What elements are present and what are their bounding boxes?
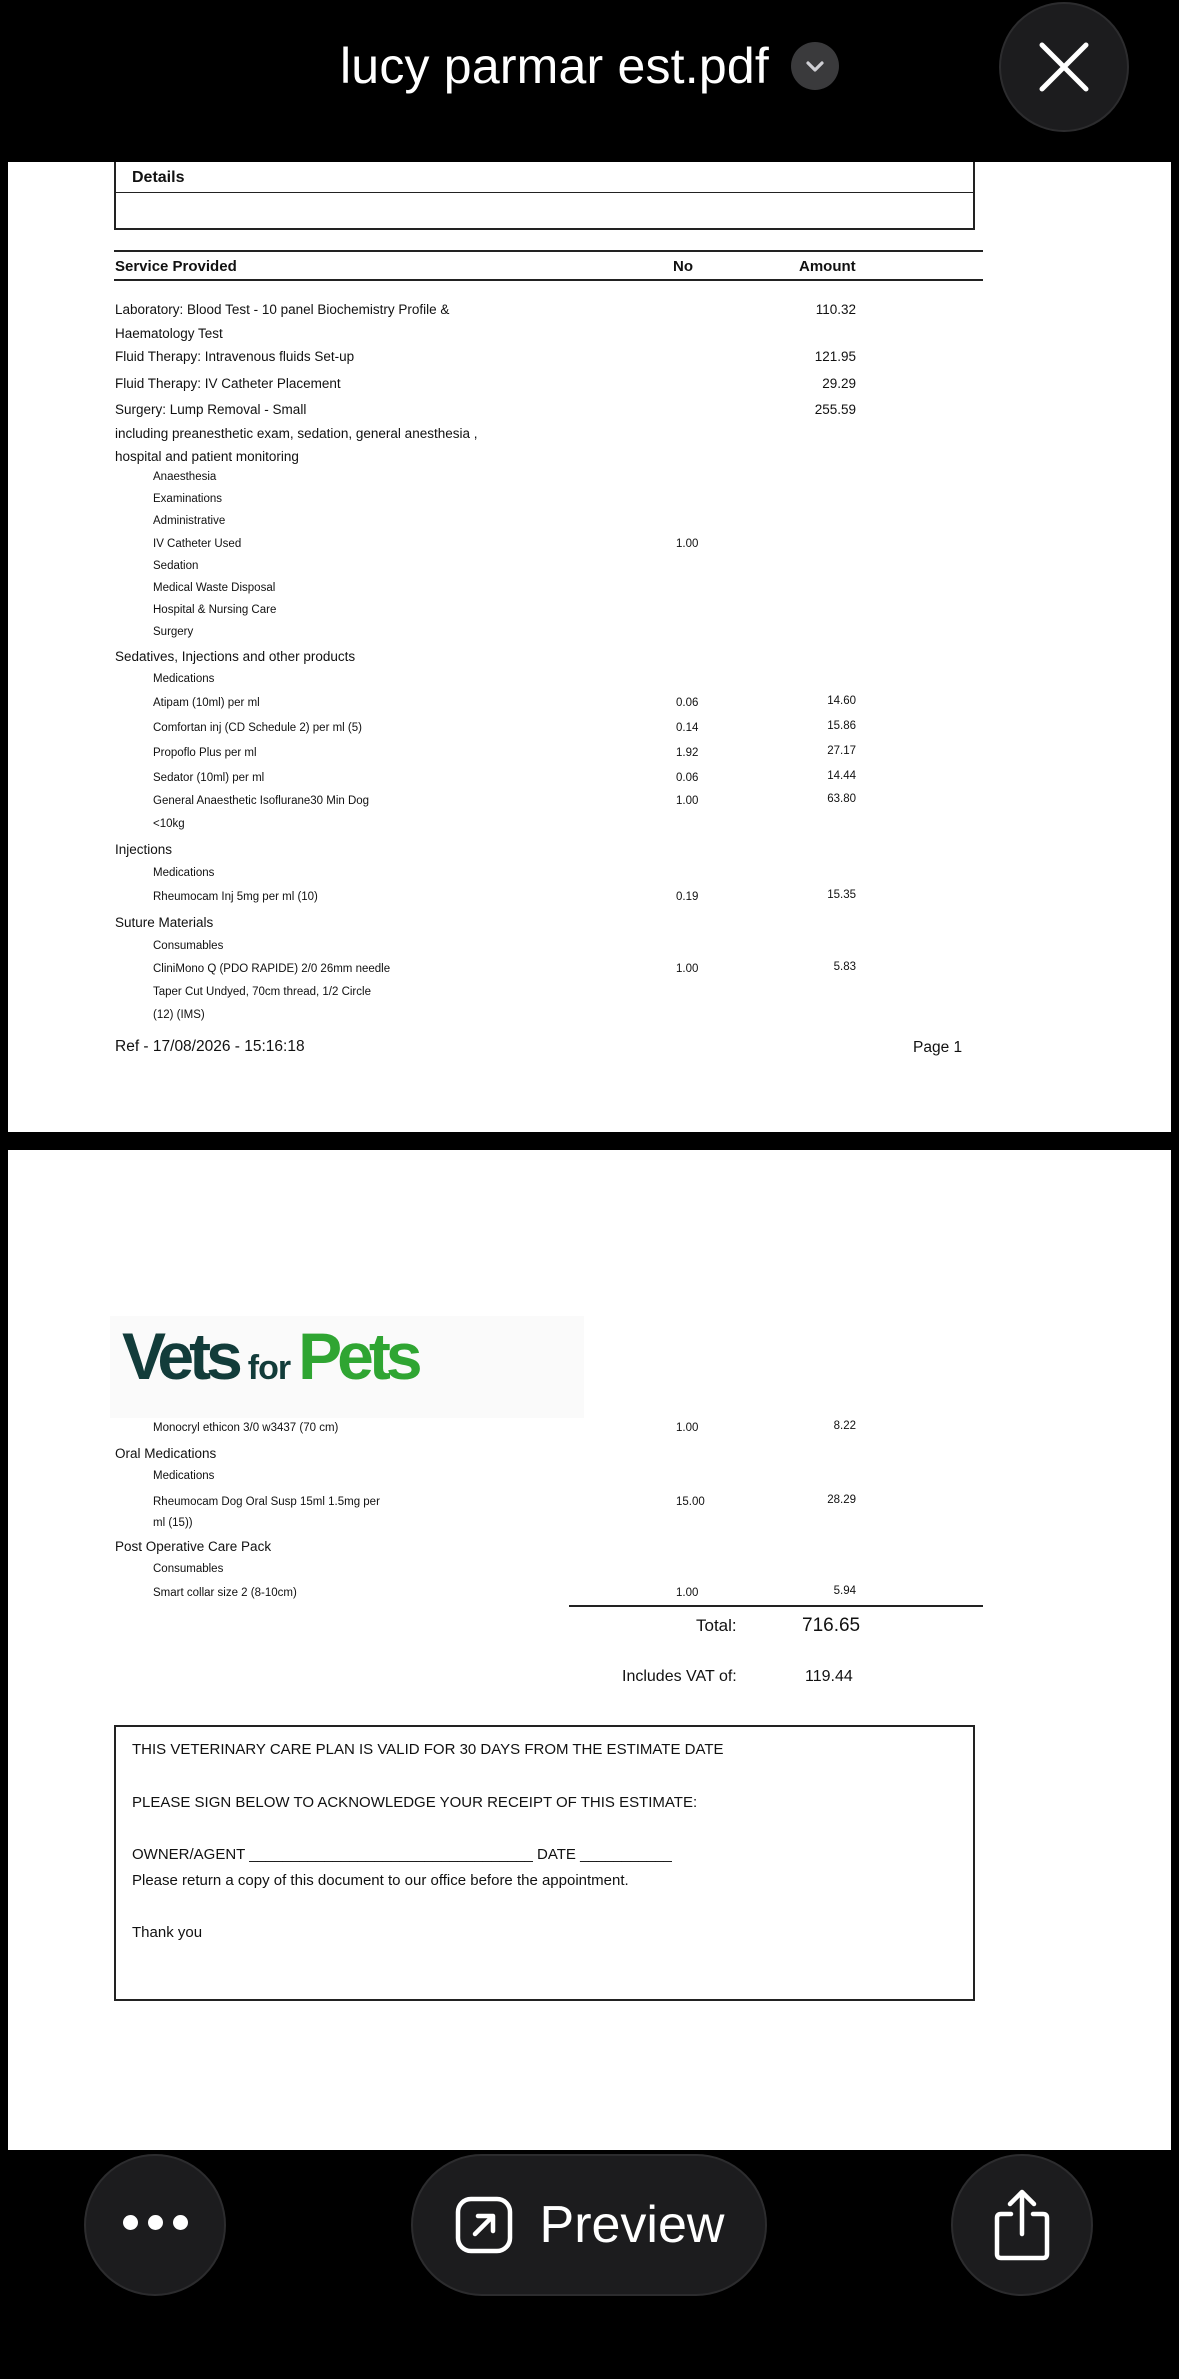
line-item: Oral Medications bbox=[115, 1446, 217, 1461]
line-item-detail: Rheumocam Dog Oral Susp 15ml 1.5mg per bbox=[153, 1496, 380, 1508]
line-item-detail: <10kg bbox=[153, 818, 185, 830]
line-item-amount: 14.60 bbox=[827, 695, 856, 707]
logo-text-for: for bbox=[247, 1349, 291, 1387]
line-item-detail: Rheumocam Inj 5mg per ml (10) bbox=[153, 891, 318, 903]
line-item-detail: Hospital & Nursing Care bbox=[153, 604, 277, 616]
total-rule bbox=[569, 1605, 983, 1607]
plan-thank-you: Thank you bbox=[132, 1924, 203, 1941]
line-item-amount: 110.32 bbox=[815, 302, 856, 317]
pdf-page-2 bbox=[8, 1150, 1171, 2150]
line-item-amount: 8.22 bbox=[833, 1420, 856, 1432]
line-item-quantity: 15.00 bbox=[676, 1496, 705, 1508]
line-item-detail: Monocryl ethicon 3/0 w3437 (70 cm) bbox=[153, 1422, 339, 1434]
more-button[interactable] bbox=[84, 2154, 226, 2296]
line-item-quantity: 0.06 bbox=[676, 772, 699, 784]
line-item-amount: 63.80 bbox=[827, 793, 856, 805]
line-item-quantity: 1.92 bbox=[676, 747, 699, 759]
pdf-page-1 bbox=[8, 162, 1171, 1132]
line-item-quantity: 1.00 bbox=[676, 963, 699, 975]
line-item-detail: (12) (IMS) bbox=[153, 1009, 205, 1021]
line-item-amount: 29.29 bbox=[822, 376, 856, 391]
column-header-no: No bbox=[673, 258, 693, 275]
line-item-detail: Atipam (10ml) per ml bbox=[153, 697, 260, 709]
logo-text-pets: Pets bbox=[298, 1319, 418, 1393]
preview-label: Preview bbox=[539, 2196, 725, 2254]
total-value: 716.65 bbox=[802, 1615, 861, 1636]
column-header-amount: Amount bbox=[799, 258, 856, 275]
line-item: Fluid Therapy: Intravenous fluids Set-up bbox=[115, 349, 355, 364]
line-item-detail: Smart collar size 2 (8-10cm) bbox=[153, 1587, 297, 1599]
line-item-quantity: 1.00 bbox=[676, 538, 699, 550]
chevron-down-icon[interactable] bbox=[791, 42, 839, 90]
line-item-detail: Sedator (10ml) per ml bbox=[153, 772, 265, 784]
footer-reference: Ref - 17/08/2026 - 15:16:18 bbox=[115, 1038, 305, 1055]
ellipsis-icon bbox=[118, 2215, 193, 2235]
line-item-amount: 255.59 bbox=[814, 402, 856, 417]
details-box bbox=[114, 162, 975, 230]
line-item-amount: 5.94 bbox=[833, 1585, 856, 1597]
line-item-detail: Comfortan inj (CD Schedule 2) per ml (5) bbox=[153, 722, 362, 734]
line-item-quantity: 0.06 bbox=[676, 697, 699, 709]
care-plan-box bbox=[114, 1725, 975, 2001]
plan-acknowledge-text: PLEASE SIGN BELOW TO ACKNOWLEDGE YOUR RECEIPT OF THIS ESTIMATE: bbox=[132, 1794, 698, 1811]
logo-text-vets: Vets bbox=[122, 1319, 238, 1393]
line-item: Post Operative Care Pack bbox=[115, 1539, 272, 1554]
line-item-detail: Consumables bbox=[153, 940, 224, 952]
line-item-amount: 5.83 bbox=[833, 961, 856, 973]
line-item-detail: Medications bbox=[153, 867, 215, 879]
plan-validity-text: THIS VETERINARY CARE PLAN IS VALID FOR 30 DAYS FROM THE ESTIMATE DATE bbox=[132, 1741, 724, 1758]
share-button[interactable] bbox=[951, 2154, 1093, 2296]
document-title[interactable]: lucy parmar est.pdf bbox=[340, 38, 769, 94]
line-item-quantity: 1.00 bbox=[676, 1422, 699, 1434]
line-item-detail: Propoflo Plus per ml bbox=[153, 747, 257, 759]
line-item-quantity: 1.00 bbox=[676, 1587, 699, 1599]
arrow-up-right-square-icon bbox=[454, 2195, 514, 2255]
plan-return-text: Please return a copy of this document to our office before the appointment. bbox=[132, 1872, 629, 1889]
line-item-detail: Medical Waste Disposal bbox=[153, 582, 276, 594]
line-item-quantity: 0.14 bbox=[676, 722, 699, 734]
table-header-rule-bottom bbox=[114, 279, 983, 281]
line-item: Laboratory: Blood Test - 10 panel Biochemistry Profile & bbox=[115, 302, 450, 317]
plan-signature-line: OWNER/AGENT __________________________________ DATE ___________ bbox=[132, 1846, 672, 1863]
line-item: Sedatives, Injections and other products bbox=[115, 649, 356, 664]
table-header-rule-top bbox=[114, 250, 983, 252]
close-button[interactable] bbox=[999, 2, 1129, 132]
line-item-detail: Surgery bbox=[153, 626, 194, 638]
line-item-amount: 15.35 bbox=[827, 889, 856, 901]
line-item-amount: 28.29 bbox=[827, 1494, 856, 1506]
line-item-detail: Administrative bbox=[153, 515, 226, 527]
line-item-detail: Anaesthesia bbox=[153, 471, 217, 483]
vat-value: 119.44 bbox=[805, 1668, 853, 1685]
column-header-service: Service Provided bbox=[115, 258, 237, 275]
line-item: Fluid Therapy: IV Catheter Placement bbox=[115, 376, 341, 391]
vets-for-pets-logo bbox=[110, 1316, 584, 1418]
vat-label: Includes VAT of: bbox=[622, 1668, 737, 1685]
details-label: Details bbox=[132, 169, 185, 186]
line-item-quantity: 0.19 bbox=[676, 891, 699, 903]
line-item: hospital and patient monitoring bbox=[115, 449, 299, 464]
line-item-detail: Medications bbox=[153, 1470, 215, 1482]
line-item-amount: 121.95 bbox=[814, 349, 856, 364]
close-icon bbox=[1036, 39, 1092, 95]
line-item: Haematology Test bbox=[115, 326, 223, 341]
total-label: Total: bbox=[696, 1616, 737, 1635]
line-item-detail: Examinations bbox=[153, 493, 223, 505]
line-item-detail: Consumables bbox=[153, 1563, 224, 1575]
line-item-detail: ml (15)) bbox=[153, 1517, 193, 1529]
line-item-amount: 14.44 bbox=[827, 770, 856, 782]
line-item: Injections bbox=[115, 842, 173, 857]
line-item-detail: CliniMono Q (PDO RAPIDE) 2/0 26mm needle bbox=[153, 963, 391, 975]
share-icon bbox=[991, 2188, 1053, 2262]
footer-page-number: Page 1 bbox=[913, 1039, 963, 1056]
line-item-amount: 15.86 bbox=[827, 720, 856, 732]
line-item: including preanesthetic exam, sedation, general anesthesia , bbox=[115, 426, 478, 441]
top-bar bbox=[0, 0, 1179, 162]
line-item-detail: Medications bbox=[153, 673, 215, 685]
line-item-amount: 27.17 bbox=[827, 745, 856, 757]
line-item-detail: General Anaesthetic Isoflurane30 Min Dog bbox=[153, 795, 370, 807]
line-item-detail: Sedation bbox=[153, 560, 199, 572]
line-item: Suture Materials bbox=[115, 915, 214, 930]
bottom-toolbar bbox=[0, 2150, 1179, 2379]
preview-button[interactable] bbox=[411, 2154, 767, 2296]
line-item-detail: Taper Cut Undyed, 70cm thread, 1/2 Circle bbox=[153, 986, 371, 998]
line-item-quantity: 1.00 bbox=[676, 795, 699, 807]
line-item: Surgery: Lump Removal - Small bbox=[115, 402, 307, 417]
line-item-detail: IV Catheter Used bbox=[153, 538, 242, 550]
details-divider bbox=[116, 192, 973, 193]
